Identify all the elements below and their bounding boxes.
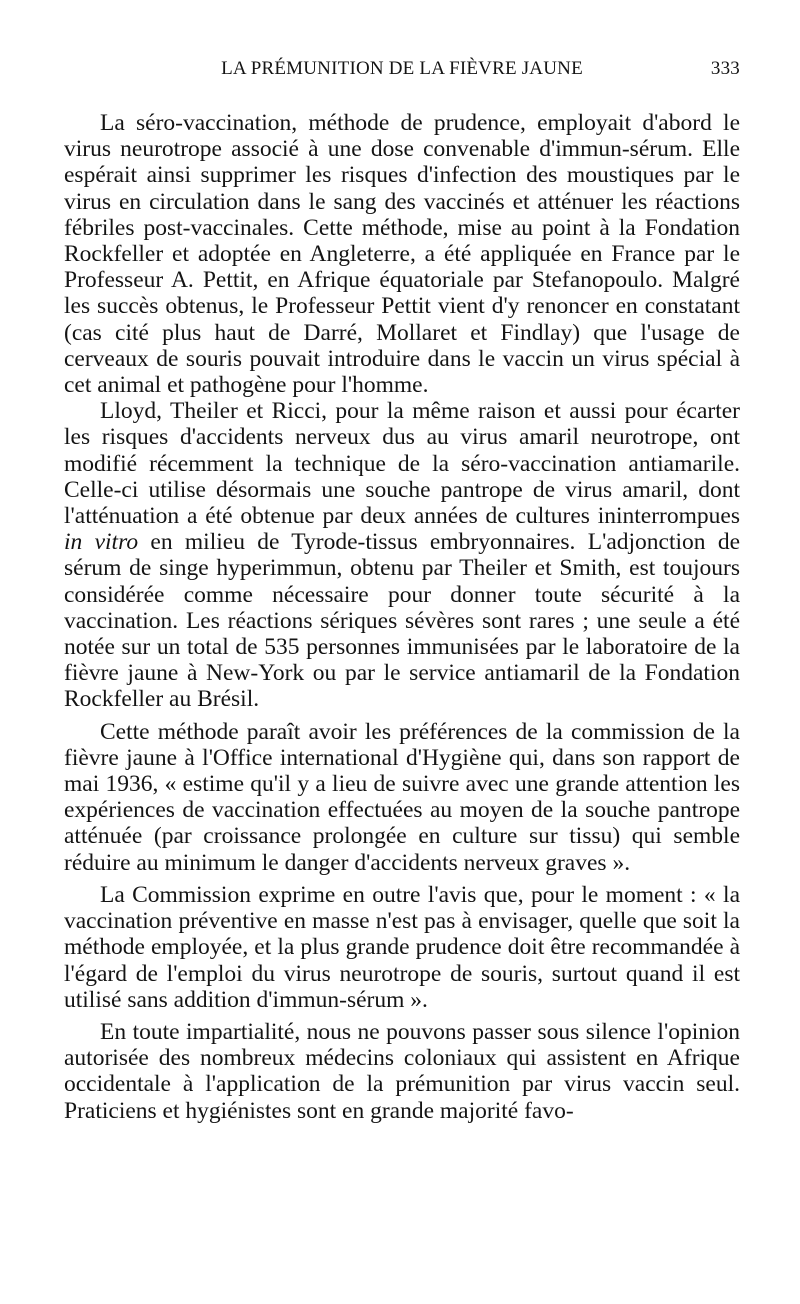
running-header xyxy=(64,58,740,80)
paragraph-commission-preference: Cette méthode paraît avoir les préférences de la commission de la fièvre jaune à l'Office international d'Hygiène qui, dans son rapport de mai 1936, « estime qu'il y a lieu de suivre avec une grande attention les expériences de vaccination effectuées au moyen de la souche pantrope atténuée (par croissance prolongée en culture sur tissu) qui semble réduire au minimum le danger d'accidents nerveux graves ». xyxy=(64,718,740,876)
book-page xyxy=(64,58,740,1124)
paragraph-text: Lloyd, Theiler et Ricci, pour la même raison et aussi pour écarter les risques d'accidents nerveux dus au virus amaril neurotrope, ont modifié récemment la technique de la séro-vaccination antiamarile. Celle-ci utilise désormais une souche pantrope de virus amaril, dont l'atténuation a été obtenue par deux années de cultures ininterrompues xyxy=(64,398,740,530)
paragraph-colonial-doctors: En toute impartialité, nous ne pouvons passer sous silence l'opinion autorisée des nombreux médecins coloniaux qui assistent en Afrique occidentale à l'application de la prémunition par virus vaccin seul. Praticiens et hygiénistes sont en grande majorité favo- xyxy=(64,1018,740,1124)
paragraph-lloyd-theiler-ricci xyxy=(64,398,740,712)
running-title: LA PRÉMUNITION DE LA FIÈVRE JAUNE xyxy=(221,58,583,79)
italic-term: in vitro xyxy=(64,529,139,556)
paragraph-text: en milieu de Tyrode-tissus embryonnaires. L'adjonction de sérum de singe hyperimmun, obtenu par Theiler et Smith, est toujours considérée comme nécessaire pour donner toute sécurité à la vaccination. Les réactions sériques sévères sont rares ; une seule a été notée sur un total de 535 personnes immunisées par le laboratoire de la fièvre jaune à New-York ou par le service antiamaril de la Fondation Rockfeller au Brésil. xyxy=(64,529,741,713)
paragraph-sero-vaccination: La séro-vaccination, méthode de prudence, employait d'abord le virus neurotrope associé à une dose convenable d'immun-sérum. Elle espérait ainsi supprimer les risques d'infection des moustiques par le virus en circulation dans le sang des vaccinés et atténuer les réactions fébriles post-vaccinales. Cette méthode, mise au point à la Fondation Rockfeller et adoptée en Angleterre, a été appliquée en France par le Professeur A. Pettit, en Afrique équatoriale par Stefanopoulo. Malgré les succès obtenus, le Professeur Pettit vient d'y renoncer en constatant (cas cité plus haut de Darré, Mollaret et Findlay) que l'usage de cerveaux de souris pouvait introduire dans le vaccin un virus spécial à cet animal et pathogène pour l'homme. xyxy=(64,110,740,399)
page-number: 333 xyxy=(710,58,740,79)
paragraph-commission-opinion: La Commission exprime en outre l'avis que, pour le moment : « la vaccination préventive en masse n'est pas à envisager, quelle que soit la méthode employée, et la plus grande prudence doit être recommandée à l'égard de l'emploi du virus neurotrope de souris, surtout quand il est utilisé sans addition d'immun-sérum ». xyxy=(64,881,740,1013)
